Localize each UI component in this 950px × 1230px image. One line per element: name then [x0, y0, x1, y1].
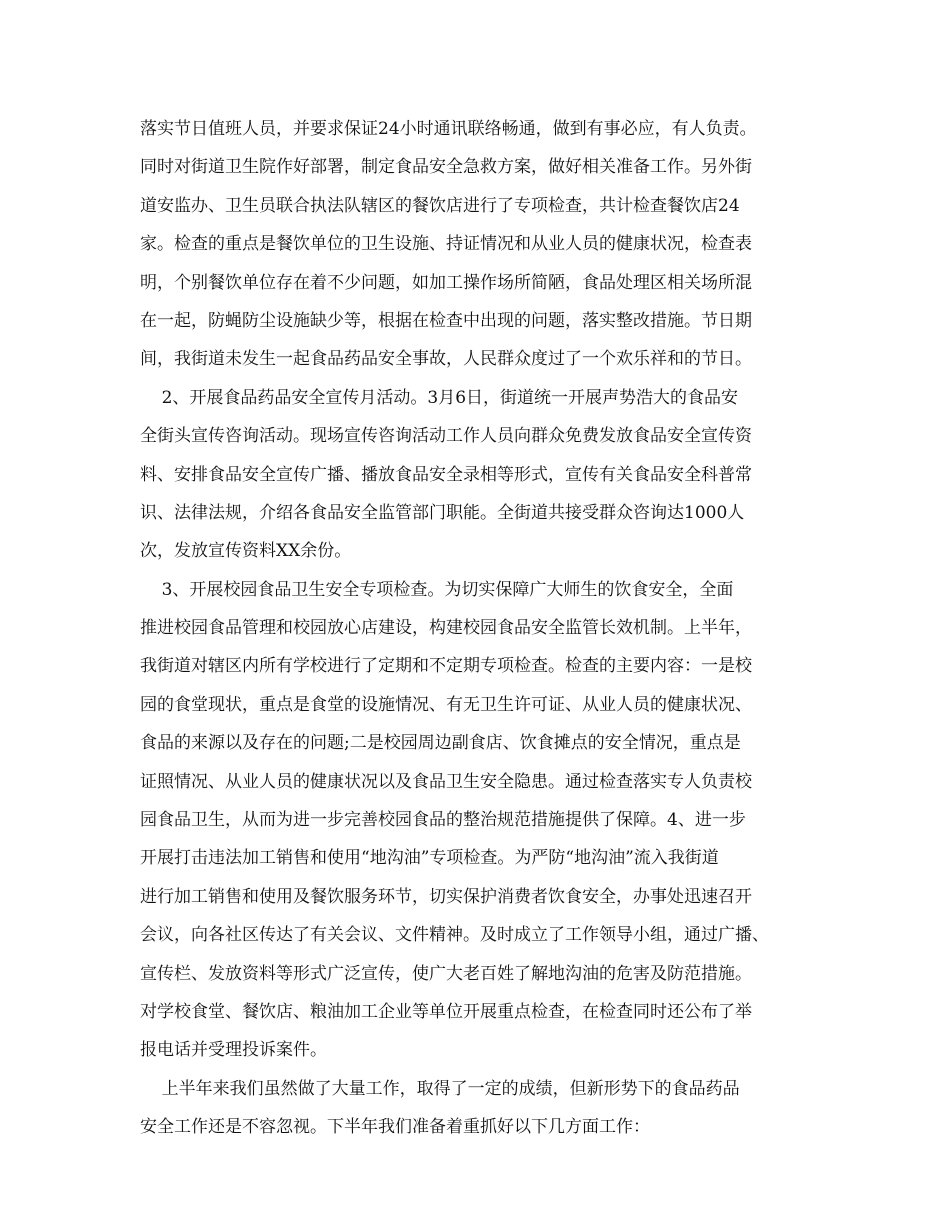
- text-line: 对学校食堂、餐饮店、粮油加工企业等单位开展重点检查，在检查同时还公布了举: [140, 1001, 752, 1022]
- text-line: 进行加工销售和使用及餐饮服务环节，切实保护消费者饮食安全，办事处迅速召开: [140, 886, 752, 907]
- text-line: 间，我街道未发生一起食品药品安全事故，人民群众度过了一个欢乐祥和的节日。: [140, 349, 752, 370]
- text-line: 食品的来源以及存在的问题;二是校园周边副食店、饮食摊点的安全情况，重点是: [140, 733, 741, 754]
- text-line: 证照情况、从业人员的健康状况以及食品卫生安全隐患。通过检查落实专人负责校: [140, 771, 752, 792]
- text-line: 料、安排食品安全宣传广播、播放食品安全录相等形式，宣传有关食品安全科普常: [140, 464, 752, 485]
- text-line: 全街头宣传咨询活动。现场宣传咨询活动工作人员向群众免费发放食品安全宣传资: [140, 426, 752, 447]
- text-line: 园食品卫生，从而为进一步完善校园食品的整治规范措施提供了保障。4、进一步: [140, 810, 746, 831]
- paragraph-1: [140, 110, 810, 379]
- text-line: 我街道对辖区内所有学校进行了定期和不定期专项检查。检查的主要内容：一是校: [140, 656, 752, 677]
- text-line: 开展打击违法加工销售和使用“地沟油”专项检查。为严防“地沟油”流入我街道: [140, 848, 719, 869]
- text-line: 同时对街道卫生院作好部署，制定食品安全急救方案，做好相关准备工作。另外街: [140, 157, 752, 178]
- text-line: 在一起，防蝇防尘设施缺少等，根据在检查中出现的问题，落实整改措施。节日期: [140, 310, 752, 331]
- text-line: 3、开展校园食品卫生安全专项检查。为切实保障广大师生的饮食安全，全面: [140, 579, 734, 600]
- text-line: 家。检查的重点是餐饮单位的卫生设施、持证情况和从业人员的健康状况，检查表: [140, 234, 752, 255]
- text-line: 上半年来我们虽然做了大量工作，取得了一定的成绩，但新形势下的食品药品: [140, 1078, 740, 1099]
- text-line: 宣传栏、发放资料等形式广泛宣传，使广大老百姓了解地沟油的危害及防范措施。: [140, 963, 752, 984]
- text-line: 会议，向各社区传达了有关会议、文件精神。及时成立了工作领导小组，通过广播、: [140, 925, 769, 946]
- text-line: 明，个别餐饮单位存在着不少问题，如加工操作场所简陋，食品处理区相关场所混: [140, 272, 752, 293]
- text-line: 园的食堂现状，重点是食堂的设施情况、有无卫生许可证、从业人员的健康状况、: [140, 694, 752, 715]
- text-line: 报电话并受理投诉案件。: [140, 1040, 327, 1061]
- text-line: 识、法律法规，介绍各食品安全监管部门职能。全街道共接受群众咨询达1000人: [140, 502, 745, 523]
- document-body: [140, 110, 810, 1147]
- paragraph-3: [140, 571, 810, 1070]
- text-line: 道安监办、卫生员联合执法队辖区的餐饮店进行了专项检查，共计检查餐饮店24: [140, 195, 740, 216]
- paragraph-2: [140, 379, 810, 571]
- text-line: 落实节日值班人员，并要求保证24小时通讯联络畅通，做到有事必应，有人负责。: [140, 119, 757, 139]
- text-line: 推进校园食品管理和校园放心店建设，构建校园食品安全监管长效机制。上半年，: [140, 618, 752, 639]
- text-line: 安全工作还是不容忽视。下半年我们准备着重抓好以下几方面工作：: [140, 1117, 650, 1138]
- paragraph-4: [140, 1070, 810, 1147]
- text-line: 2、开展食品药品安全宣传月活动。3月6日，街道统一开展声势浩大的食品安: [140, 387, 739, 408]
- text-line: 次，发放宣传资料XX余份。: [140, 541, 352, 562]
